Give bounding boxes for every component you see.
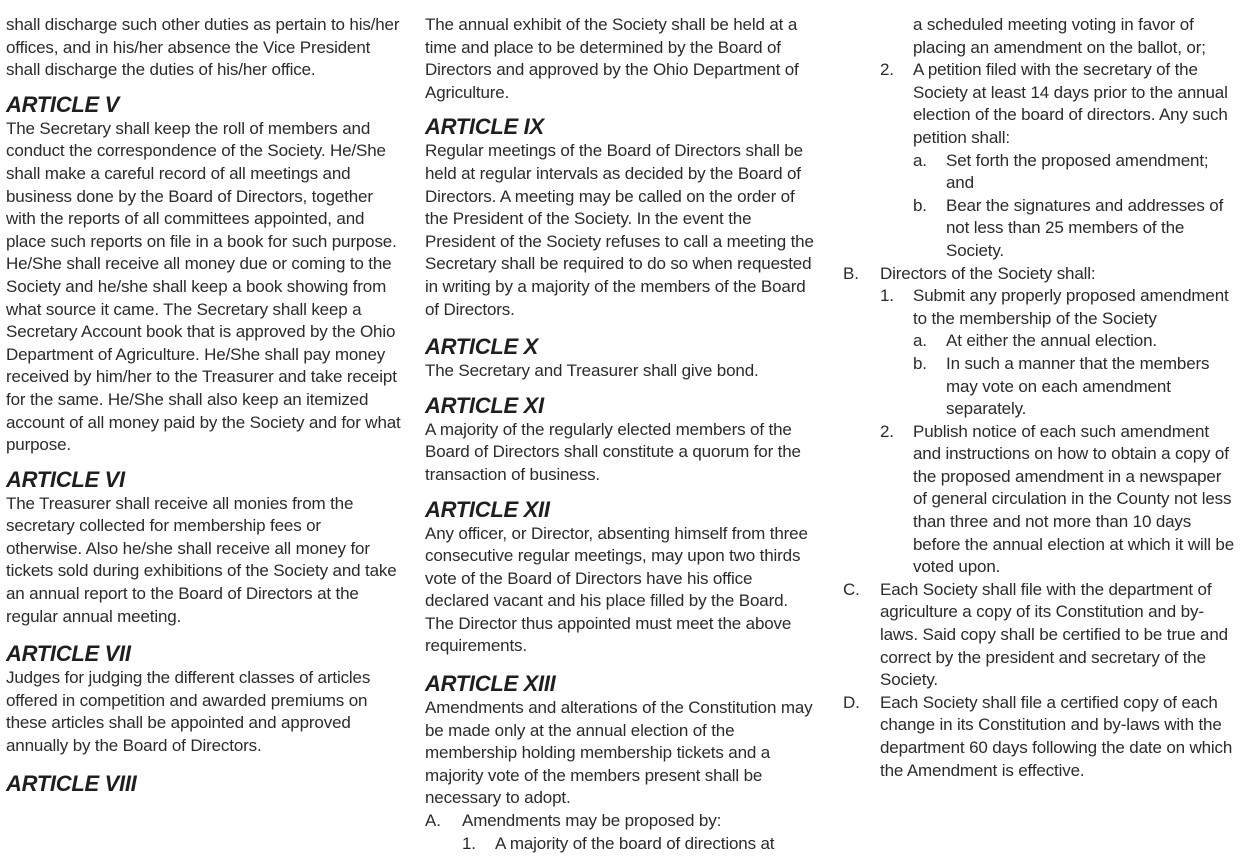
list-item-a-2 [843, 59, 1238, 149]
list-text: At either the annual election. [946, 331, 1157, 351]
article-xii-heading: ARTICLE XII [425, 496, 550, 522]
list-text: A majority of the board of directions at [495, 833, 775, 853]
list-label: A. [425, 811, 441, 831]
column-right [843, 14, 1238, 782]
list-item-b [843, 263, 1238, 286]
list-label: b. [913, 353, 927, 373]
list-label: 2. [880, 60, 894, 80]
article-vii-paragraph: Judges for judging the different classes of articles offered in competition and awarded premiums on these articles shall be appointed and approved annually by the Board of Directors. [6, 668, 371, 756]
article-vi-paragraph: The Treasurer shall receive all monies from the secretary collected for membership fees or otherwise. Also he/she shall receive all money for tickets sold during exhibitions of the Society and take an annual report to the Board of Directors at the regular annual meeting. [6, 493, 397, 626]
article-ix-paragraph: Regular meetings of the Board of Directors shall be held at regular intervals as decided by the Board of Directors. A meeting may be called on the order of the President of the Society. In the event the President of the Society refuses to call a meeting the Secretary shall be required to do so when requested in writing by a majority of the members of the Board of Directors. [425, 141, 814, 319]
article-vii-heading: ARTICLE VII [6, 641, 131, 667]
list-text: Submit any properly proposed amendment to the membership of the Society [913, 286, 1229, 328]
list-item-b-1-a [843, 330, 1238, 353]
list-item-d [843, 692, 1238, 782]
list-text: Publish notice of each such amendment and instructions on how to obtain a copy of the proposed amendment in a newspaper of general circulation in the County not less than three and not more than 10 days before the annual election at which it will be voted upon. [913, 421, 1235, 577]
article-x-paragraph: The Secretary and Treasurer shall give bond. [425, 361, 759, 381]
list-label: C. [843, 579, 860, 599]
list-text: Each Society shall file a certified copy of each change in its Constitution and by-laws with the department 60 days following the date on which the Amendment is effective. [880, 692, 1233, 780]
article-xi-heading: ARTICLE XI [425, 392, 544, 418]
list-item-a [425, 810, 820, 833]
list-label: b. [913, 195, 927, 215]
list-item-b-2 [843, 421, 1238, 579]
list-item-a-1-continued [843, 14, 1238, 59]
list-text: Bear the signatures and addresses of not less than 25 members of the Society. [946, 195, 1224, 260]
list-text: Set forth the proposed amendment; and [946, 150, 1209, 193]
exhibit-paragraph: The annual exhibit of the Society shall be held at a time and place to be determined by the Board of Directors and approved by the Ohio Department of Agriculture. [425, 15, 799, 102]
article-v-heading: ARTICLE V [6, 91, 120, 117]
list-item-a-2-b [843, 195, 1238, 263]
list-item-a-1 [425, 833, 820, 856]
continued-paragraph: shall discharge such other duties as pertain to his/her offices, and in his/her absence the Vice President shall discharge the duties of his/her office. [6, 15, 400, 80]
article-viii-heading: ARTICLE VIII [6, 770, 137, 796]
article-ix-heading: ARTICLE IX [425, 114, 544, 140]
column-left [6, 14, 401, 797]
list-label: D. [843, 692, 860, 712]
article-xii-paragraph: Any officer, or Director, absenting himself from three consecutive regular meetings, may upon two thirds vote of the Board of Directors have his office declared vacant and his place filled by the Board. The Director thus appointed must meet the above requirements. [425, 523, 808, 656]
list-label: a. [913, 150, 927, 170]
article-x-heading: ARTICLE X [425, 334, 539, 360]
list-text: A petition filed with the secretary of the Society at least 14 days prior to the annual election of the board of directors. Any such petition shall: [913, 60, 1228, 147]
list-label: a. [913, 331, 927, 351]
list-item-a-2-a [843, 150, 1238, 195]
list-label: B. [843, 263, 859, 283]
list-label: 2. [880, 421, 894, 441]
list-text: Amendments may be proposed by: [462, 811, 722, 831]
column-middle [425, 14, 820, 855]
article-xiii-heading: ARTICLE XIII [425, 671, 556, 697]
list-label: 1. [462, 833, 476, 853]
list-text: Directors of the Society shall: [880, 263, 1096, 283]
article-v-paragraph-2: He/She shall receive all money due or coming to the Society and he/she shall keep a book showing from what source it came. The Secretary shall keep a Secretary Account book that is approved by the Ohio Department of Agriculture. He/She shall pay money received by him/her to the Treasurer and take receipt for the same. He/She shall also keep an itemized account of all money paid by the Society and for what purpose. [6, 254, 401, 455]
list-text: a scheduled meeting voting in favor of placing an amendment on the ballot, or; [913, 15, 1206, 57]
list-item-c [843, 579, 1238, 692]
article-xi-paragraph: A majority of the regularly elected members of the Board of Directors shall constitute a quorum for the transaction of business. [425, 419, 801, 484]
article-vi-heading: ARTICLE VI [6, 466, 125, 492]
list-item-b-1-b [843, 353, 1238, 421]
list-label: 1. [880, 286, 894, 306]
article-xiii-paragraph: Amendments and alterations of the Constitution may be made only at the annual election of the membership holding membership tickets and a majority vote of the members present shall be necessary to adopt. [425, 698, 813, 808]
list-text: Each Society shall file with the department of agriculture a copy of its Constitution and by-laws. Said copy shall be certified to be true and correct by the president and secretary of the Society. [880, 579, 1228, 690]
list-text: In such a manner that the members may vote on each amendment separately. [946, 353, 1210, 419]
article-v-paragraph-1: The Secretary shall keep the roll of members and conduct the correspondence of the Society. He/She shall make a careful record of all meetings and business done by the Board of Directors, together with the reports of all committees appointed, and place such reports on file in a book for such purpose. [6, 118, 397, 251]
list-item-b-1 [843, 285, 1238, 330]
